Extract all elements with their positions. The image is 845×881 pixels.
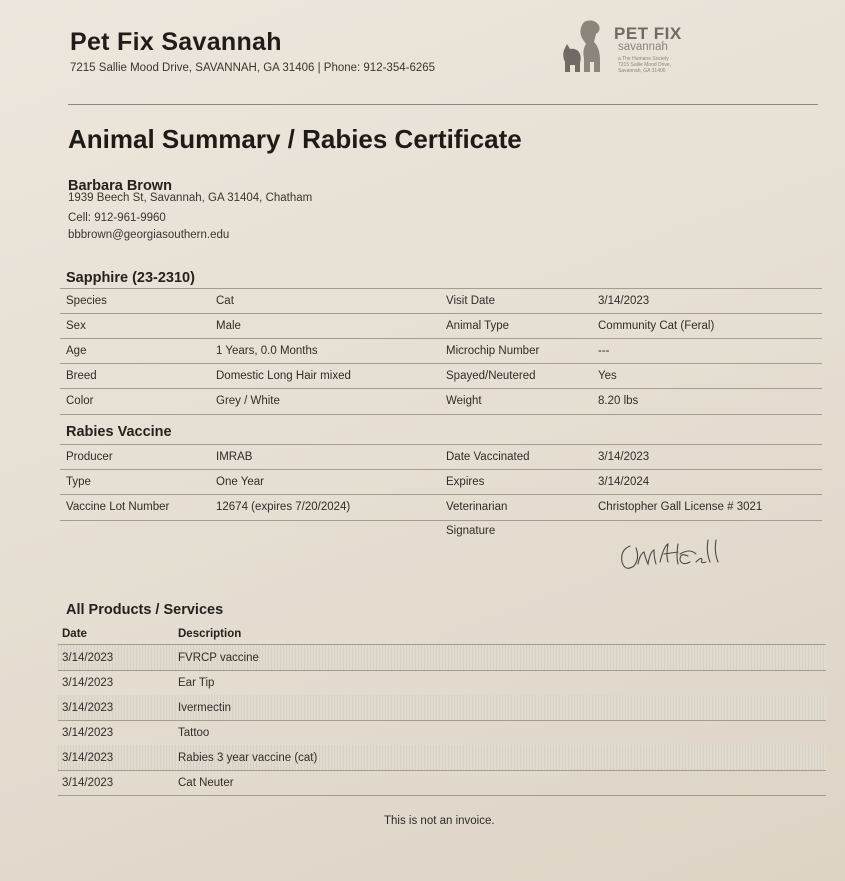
rabies-heading: Rabies Vaccine <box>66 424 172 440</box>
animal-row <box>60 338 822 364</box>
row-date: 3/14/2023 <box>62 727 114 739</box>
field-label: Date Vaccinated <box>446 451 530 463</box>
logo-fine-print: a The Humane Society · 7215 Sallie Mood Drive, Savannah, GA 31406 <box>618 56 672 74</box>
logo-text-main: PET FIX <box>614 24 682 43</box>
row-description: Ear Tip <box>178 677 215 689</box>
field-label: Animal Type <box>446 320 510 332</box>
field-value: 8.20 lbs <box>598 395 639 407</box>
table-row <box>58 695 826 721</box>
field-label: Age <box>66 345 87 357</box>
field-label: Vaccine Lot Number <box>66 501 170 513</box>
header-divider <box>68 104 818 105</box>
owner-address: 1939 Beech St, Savannah, GA 31404, Chatham <box>68 192 313 204</box>
animal-row <box>60 313 822 339</box>
rabies-row <box>60 494 822 521</box>
field-label: Type <box>66 476 91 488</box>
field-value: Cat <box>216 295 234 307</box>
field-label: Color <box>66 395 94 407</box>
field-value: Yes <box>598 370 617 382</box>
row-description: FVRCP vaccine <box>178 652 259 664</box>
row-description: Tattoo <box>178 727 210 739</box>
row-description: Cat Neuter <box>178 777 234 789</box>
field-value: Grey / White <box>216 395 280 407</box>
column-header-date: Date <box>62 628 87 640</box>
animal-heading: Sapphire (23-2310) <box>66 270 195 286</box>
row-date: 3/14/2023 <box>62 677 114 689</box>
footer-note: This is not an invoice. <box>384 815 495 827</box>
field-value: 3/14/2023 <box>598 451 650 463</box>
clinic-name: Pet Fix Savannah <box>70 28 282 56</box>
column-header-description: Description <box>178 628 242 640</box>
field-label: Visit Date <box>446 295 496 307</box>
row-date: 3/14/2023 <box>62 752 114 764</box>
field-value: --- <box>598 345 610 357</box>
field-value: Christopher Gall License # 3021 <box>598 501 763 513</box>
row-date: 3/14/2023 <box>62 702 114 714</box>
document-title: Animal Summary / Rabies Certificate <box>68 124 522 154</box>
field-label: Sex <box>66 320 86 332</box>
rabies-row <box>60 444 822 470</box>
dog-cat-silhouette-icon <box>556 14 616 74</box>
field-value: Domestic Long Hair mixed <box>216 370 351 382</box>
table-row <box>58 670 826 696</box>
animal-row <box>60 363 822 389</box>
field-value: 1 Years, 0.0 Months <box>216 345 318 357</box>
field-value: 3/14/2023 <box>598 295 650 307</box>
products-table-header <box>58 624 826 645</box>
row-description: Ivermectin <box>178 702 232 714</box>
field-value: 12674 (expires 7/20/2024) <box>216 501 351 513</box>
field-label: Spayed/Neutered <box>446 370 536 382</box>
products-heading: All Products / Services <box>66 602 224 618</box>
owner-email: bbbrown@georgiasouthern.edu <box>68 229 230 241</box>
field-label: Veterinarian <box>446 501 508 513</box>
pet-fix-logo <box>556 14 686 74</box>
field-value: Male <box>216 320 241 332</box>
clinic-address: 7215 Sallie Mood Drive, SAVANNAH, GA 31406 | Phone: 912-354-6265 <box>70 62 436 74</box>
logo-text-sub: savannah <box>618 41 668 53</box>
rabies-row <box>60 469 822 495</box>
field-label: Expires <box>446 476 485 488</box>
row-description: Rabies 3 year vaccine (cat) <box>178 752 318 764</box>
owner-name: Barbara Brown <box>68 178 172 194</box>
owner-cell: Cell: 912-961-9960 <box>68 212 166 224</box>
signature-label: Signature <box>446 525 496 537</box>
table-row <box>58 645 826 671</box>
field-label: Producer <box>66 451 113 463</box>
animal-row <box>60 388 822 415</box>
field-value: Community Cat (Feral) <box>598 320 715 332</box>
field-value: 3/14/2024 <box>598 476 650 488</box>
table-row <box>58 720 826 746</box>
field-value: IMRAB <box>216 451 253 463</box>
row-date: 3/14/2023 <box>62 652 114 664</box>
field-label: Breed <box>66 370 97 382</box>
veterinarian-signature <box>616 536 756 576</box>
field-label: Microchip Number <box>446 345 540 357</box>
field-value: One Year <box>216 476 264 488</box>
row-date: 3/14/2023 <box>62 777 114 789</box>
field-label: Weight <box>446 395 482 407</box>
field-label: Species <box>66 295 107 307</box>
table-row <box>58 770 826 796</box>
table-row <box>58 745 826 771</box>
animal-row <box>60 288 822 314</box>
